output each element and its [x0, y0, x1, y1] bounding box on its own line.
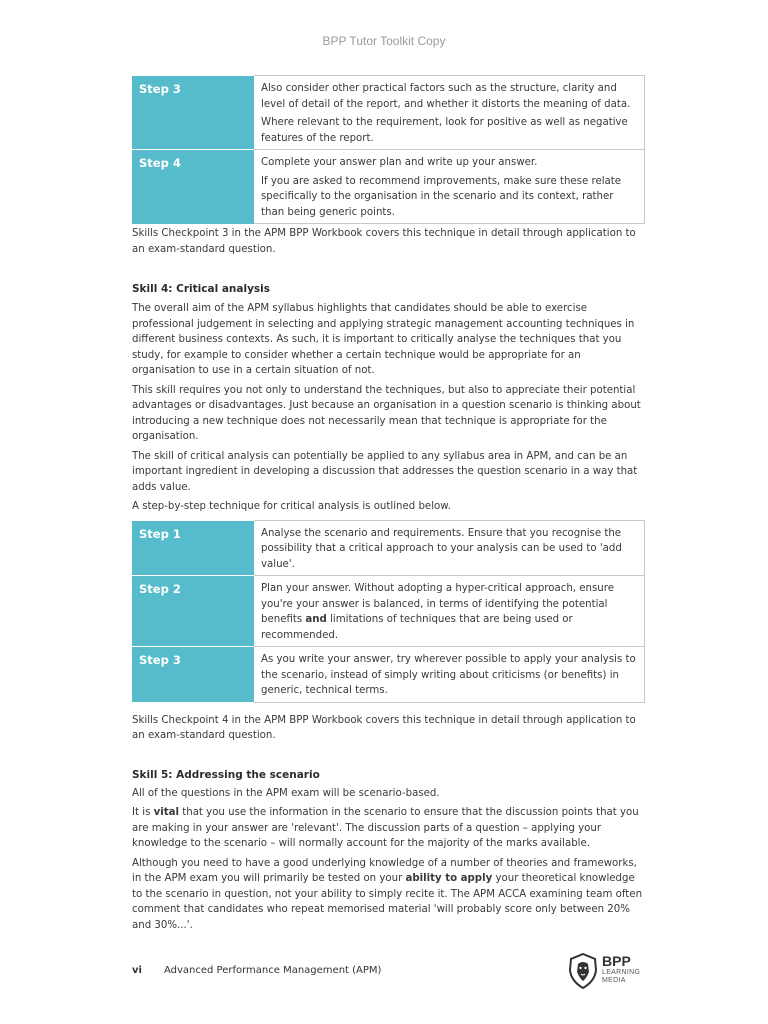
skills-checkpoint-4-note: Skills Checkpoint 4 in the APM BPP Workbook covers this technique in detail through application to an exam-standard question. [132, 714, 636, 741]
step-label: Step 2 [132, 576, 254, 647]
step-paragraph: Complete your answer plan and write up your answer. [261, 157, 538, 168]
step-row [132, 520, 645, 576]
text-segment: Plan your answer. Without adopting a hyper-critical approach, ensure you're your answer is balanced, in terms of identifying the potential benefits [261, 583, 614, 625]
bold-text: ability to apply [405, 873, 493, 884]
skill-4-paragraph: A step-by-step technique for critical analysis is outlined below. [132, 501, 451, 512]
page-footer [132, 965, 381, 976]
step-paragraph: If you are asked to recommend improvements, make sure these relate specifically to the organisation in the scenario and its context, rather than being generic points. [261, 175, 622, 218]
bold-text: and [305, 614, 327, 625]
logo-subtitle: MEDIA [602, 977, 626, 984]
step-text [254, 520, 645, 576]
text-segment: Analyse the scenario and requirements. Ensure that you recognise the possibility that a critical approach to your analysis can be used to 'add value'. [261, 527, 622, 570]
logo-text [602, 954, 640, 985]
step-paragraph: Where relevant to the requirement, look for positive as well as negative features of the report. [261, 117, 628, 144]
step-row [132, 150, 645, 224]
skill-5-paragraph [132, 856, 644, 934]
step-text [254, 150, 645, 224]
step-row [132, 647, 645, 703]
step-table-2 [132, 520, 645, 703]
bold-text: vital [153, 807, 179, 818]
skill-5-paragraph: All of the questions in the APM exam will be scenario-based. [132, 787, 440, 799]
skill-4-paragraph: The skill of critical analysis can potentially be applied to any syllabus area in APM, and can be an important ingredient in developing a discussion that addresses the question scenario in a way that adds value. [132, 450, 638, 493]
text-segment: As you write your answer, try wherever possible to apply your analysis to the scenario, instead of simply writing about criticisms (or benefits) in generic, technical terms. [261, 654, 636, 696]
bpp-logo [568, 953, 648, 993]
page-header: BPP Tutor Toolkit Copy [322, 34, 446, 48]
text-segment: your theoretical knowledge to the scenario in question, not your ability to simply recite it. The APM ACCA examining team often comment that candidates who repeat memorised material 'will probably score only between 20% and 30%...'. [132, 873, 643, 931]
page-content [132, 75, 644, 933]
step-row [132, 576, 645, 647]
step-paragraph: Also consider other practical factors such as the structure, clarity and level of detail of the report, and whether it distorts the meaning of data. [261, 83, 631, 110]
text-segment: It is [132, 807, 154, 818]
text-segment: limitations of techniques that are being used or recommended. [261, 614, 573, 641]
skill-5-heading: Skill 5: Addressing the scenario [132, 768, 320, 781]
step-label: Step 3 [132, 647, 254, 703]
skill-4-heading: Skill 4: Critical analysis [132, 283, 271, 295]
page-number: vi [132, 965, 142, 976]
text-segment: that you use the information in the scenario to ensure that the discussion points that you are making in your answer are 'relevant'. The discussion parts of a question – applying your knowledge to the scenario – will normally account for the majority of the marks available. [132, 807, 639, 849]
lion-head-icon [568, 953, 598, 989]
step-label: Step 4 [132, 150, 254, 224]
step-table-1 [132, 75, 645, 224]
footer-title: Advanced Performance Management (APM) [163, 965, 382, 976]
step-text [254, 576, 645, 647]
step-row [132, 76, 645, 150]
step-label: Step 1 [132, 520, 254, 576]
skills-checkpoint-3-note: Skills Checkpoint 3 in the APM BPP Workbook covers this technique in detail through application to an exam-standard question. [132, 228, 636, 255]
text-segment: Although you need to have a good underlying knowledge of a number of theories and frameworks, in the APM exam you will primarily be tested on your [132, 857, 637, 884]
logo-subtitle: LEARNING [602, 969, 641, 976]
logo-brand: BPP [602, 953, 631, 969]
step-text [254, 76, 645, 150]
skill-4-paragraph: The overall aim of the APM syllabus highlights that candidates should be able to exercise professional judgement in selecting and applying strategic management accounting techniques in different business contexts. As such, it is important to critically analyse the techniques that you study, for example to consider whether a certain technique would be appropriate for an organisation to use in a certain situation of not. [132, 303, 635, 376]
step-text [254, 647, 645, 703]
skill-4-paragraph: This skill requires you not only to understand the techniques, but also to appreciate their potential advantages or disadvantages. Just because an organisation in a question scenario is thinking about introducing a new technique does not necessarily mean that technique is appropriate for the organisation. [132, 384, 641, 442]
step-label: Step 3 [132, 76, 254, 150]
skill-5-paragraph [132, 805, 644, 852]
